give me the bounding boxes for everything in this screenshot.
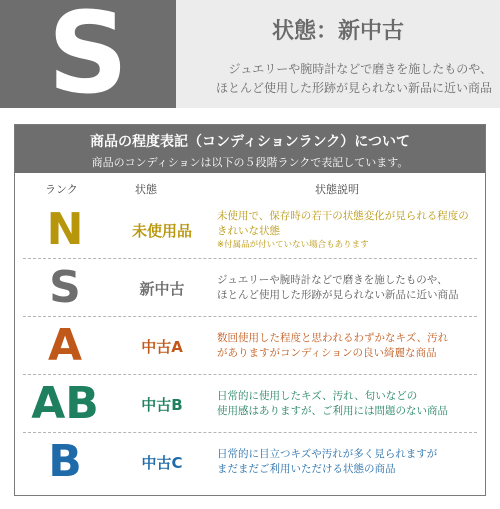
state-description <box>216 60 492 98</box>
column-header-state: 状態 <box>135 183 157 196</box>
state-description <box>217 375 477 433</box>
rank-letter: N <box>46 204 84 255</box>
state-description-line: ほとんど使用した形跡が見られない新品に近い商品 <box>215 81 492 95</box>
description-line: 数回使用した程度と思われるわずかなキズ、汚れ <box>217 332 449 344</box>
description-line: ジュエリーや腕時計などで磨きを施したものや、 <box>217 274 448 286</box>
table-row <box>23 201 477 259</box>
state-label: 中古C <box>141 453 183 472</box>
state-label: 中古B <box>141 395 183 414</box>
table-subtitle: 商品のコンディションは以下の５段階ランクで表記しています。 <box>91 156 409 169</box>
description-line: 未使用で、保存時の若干の状態変化が見られる程度の <box>217 210 469 222</box>
state-description-line: ジュエリーや腕時計などで磨きを施したものや、 <box>228 62 492 76</box>
column-header-rank: ランク <box>45 183 78 196</box>
state-title: 状態：新中古 <box>271 19 404 44</box>
rank-badge: S <box>0 0 176 108</box>
table-row <box>23 433 477 491</box>
state-label: 新中古 <box>139 279 185 298</box>
description-line: ほとんど使用した形跡が見られない新品に近い商品 <box>217 289 459 301</box>
table-row <box>23 317 477 375</box>
table-row <box>23 375 477 433</box>
table-header <box>15 125 485 173</box>
description-line: まだまだご利用いただける状態の商品 <box>217 463 396 475</box>
state-description <box>217 317 477 375</box>
description-line: 日常的に目立つキズや汚れが多く見られますが <box>217 448 438 460</box>
description-line: きれいな状態 <box>217 225 280 237</box>
state-label: 中古A <box>141 337 183 356</box>
rank-letter: AB <box>31 378 99 429</box>
rank-letter: B <box>48 436 82 487</box>
state-description <box>217 433 477 491</box>
description-line: がありますがコンディションの良い綺麗な商品 <box>217 347 437 359</box>
state-description <box>217 201 477 259</box>
rank-letter: A <box>47 320 83 371</box>
state-label: 未使用品 <box>131 221 192 240</box>
description-line: 使用感はありますが、ご利用には問題のない商品 <box>217 405 448 417</box>
description-note: ※付属品が付いていない場合もあります <box>217 240 369 250</box>
column-header-description: 状態説明 <box>315 183 359 196</box>
table-row <box>23 259 477 317</box>
state-description <box>217 259 477 317</box>
header-banner <box>0 0 500 119</box>
header-info <box>176 0 500 108</box>
condition-rank-table <box>14 124 486 496</box>
rank-letter: S <box>49 262 81 313</box>
table-title: 商品の程度表記（コンディションランク）について <box>89 134 411 150</box>
description-line: 日常的に使用したキズ、汚れ、匂いなどの <box>217 390 418 402</box>
